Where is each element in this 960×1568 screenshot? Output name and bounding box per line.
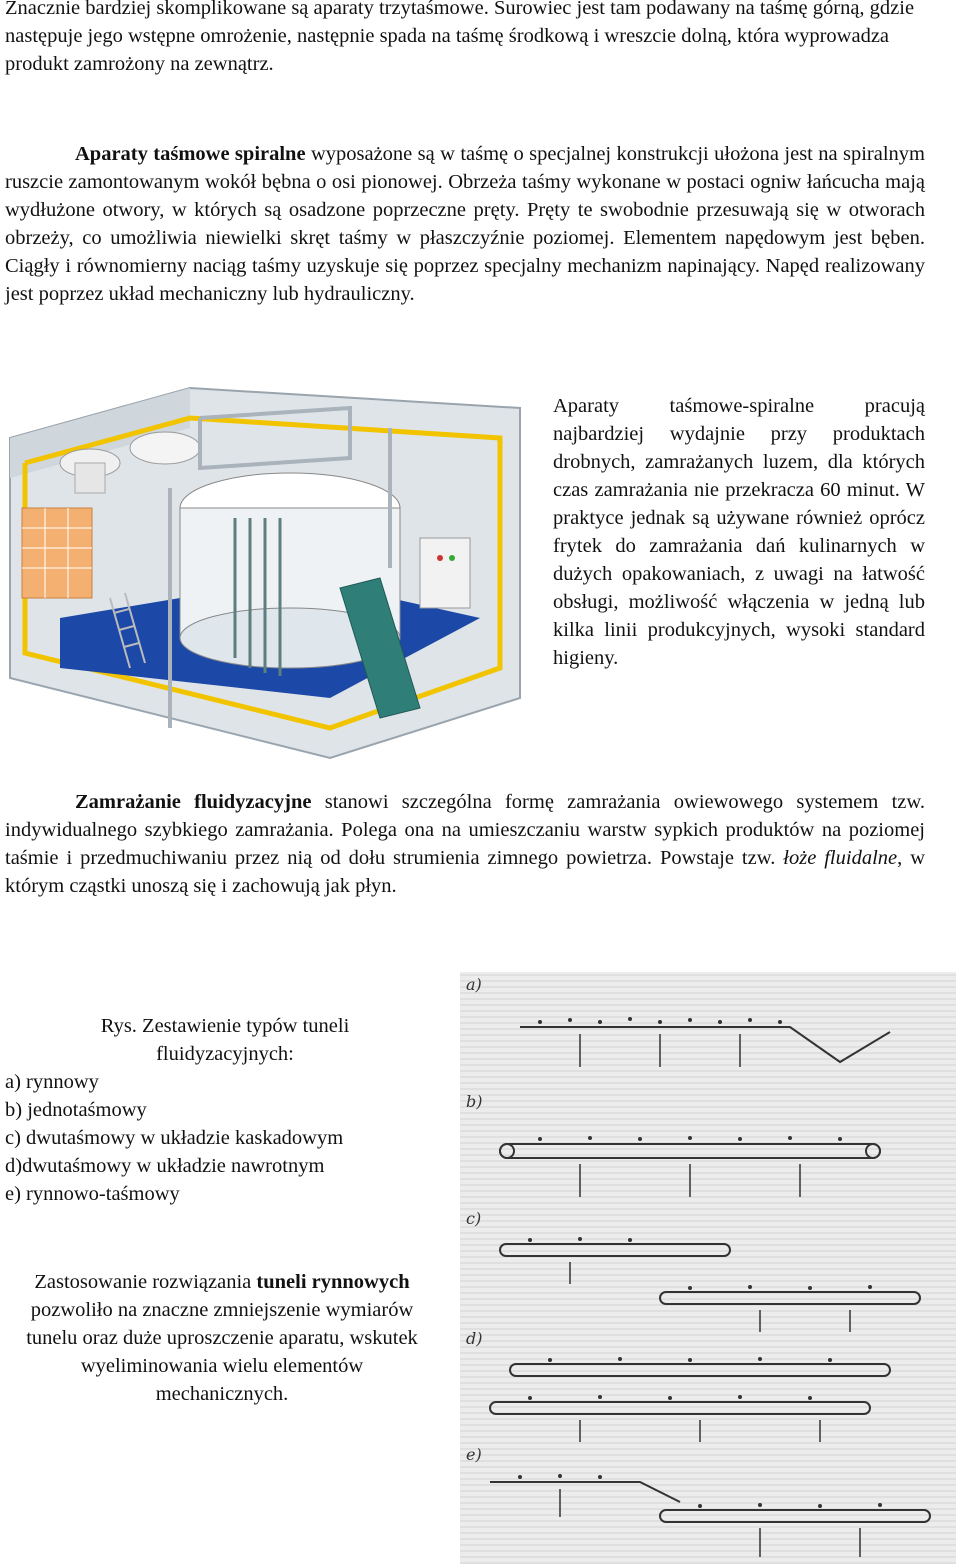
note-term: tuneli rynnowych <box>256 1271 410 1293</box>
caption-item: d)dwutaśmowy w układzie nawrotnym <box>5 1155 325 1177</box>
fluid-text-b: , w którym cząstki unoszą się i zachowują jak płyn. <box>5 847 925 897</box>
caption-heading-a: Rys. Zestawienie typów tuneli <box>100 1015 350 1037</box>
spiral-paragraph <box>5 140 925 308</box>
caption-item: e) rynnowo-taśmowy <box>5 1183 180 1205</box>
caption-heading <box>5 1012 425 1068</box>
fluid-term-italic: łoże fluidalne <box>783 847 898 869</box>
caption-item: a) rynnowy <box>5 1071 99 1093</box>
panel-label-e: e) <box>466 1445 482 1464</box>
note-text-a: Zastosowanie rozwiązania <box>34 1271 257 1293</box>
spiral-text: wyposażone są w taśmę o specjalnej konstrukcji ułożona jest na spiralnym ruszcie zamontowanym wokół bębna o osi pionowej. Obrzeża taśmy wykonane w postaci ogniw łańcucha mają wydłużone otwory, w których są osadzone poprzeczne pręty. Pręty te swobodnie przesuwają się w otworach obrzeży, co umożliwia niewielki skręt taśmy w płaszczyźnie poziomej. Elementem napędowym jest bęben. Ciągły i równomierny naciąg taśmy uzyskuje się poprzez specjalny mechanizm napinający. Napęd realizowany jest poprzez układ mechaniczny lub hydrauliczny. <box>5 143 925 305</box>
panel-label-b: b) <box>466 1092 483 1111</box>
caption-item: b) jednotaśmowy <box>5 1099 147 1121</box>
fluid-tunnel-diagram <box>460 972 956 1564</box>
intro-paragraph: Znacznie bardziej skomplikowane są aparaty trzytaśmowe. Surowiec jest tam podawany na taśmę górną, gdzie następuje jego wstępne omrożenie, następnie spada na taśmę środkową i wreszcie dolną, która wyprowadza produkt zamrożony na zewnątrz. <box>5 0 915 75</box>
panel-label-a: a) <box>466 975 482 994</box>
spiral-term: Aparaty taśmowe spiralne <box>75 143 306 165</box>
panel-label-c: c) <box>466 1209 482 1228</box>
note-text-b: pozwoliło na znaczne zmniejszenie wymiarów tunelu oraz duże uproszczenie aparatu, wskutek wyeliminowania wielu elementów mechanicznych. <box>26 1299 418 1405</box>
fluid-text-a: stanowi szczególna formę zamrażania owiewowego systemem tzw. indywidualnego szybkiego zamrażania. Polega ona na umieszczaniu warstw sypkich produktów na poziomej taśmie i przedmuchiwaniu przez nią od dołu strumienia zimnego powietrza. Powstaje tzw. <box>5 791 925 869</box>
spiral-sidebar-text: Aparaty taśmowe-spiralne pracują najbardziej wydajnie przy produktach drobnych, zamrażanych luzem, dla których czas zamrażania nie przekracza 60 minut. W praktyce jednak są używane również oprócz frytek do zamrażania dań kulinarnych w dużych opakowaniach, z uwagi na łatwość obsługi, możliwość włączenia w jedną lub kilka linii produkcyjnych, wysoki standard higieny. <box>553 395 925 669</box>
caption-item: c) dwutaśmowy w układzie kaskadowym <box>5 1127 344 1149</box>
trough-note <box>22 1268 422 1408</box>
caption-heading-b: fluidyzacyjnych: <box>156 1043 294 1065</box>
fluid-paragraph <box>5 788 925 900</box>
figure-caption <box>5 1012 425 1208</box>
fluid-term: Zamrażanie fluidyzacyjne <box>75 791 312 813</box>
spiral-freezer-illustration <box>0 368 530 768</box>
panel-label-d: d) <box>466 1329 483 1348</box>
